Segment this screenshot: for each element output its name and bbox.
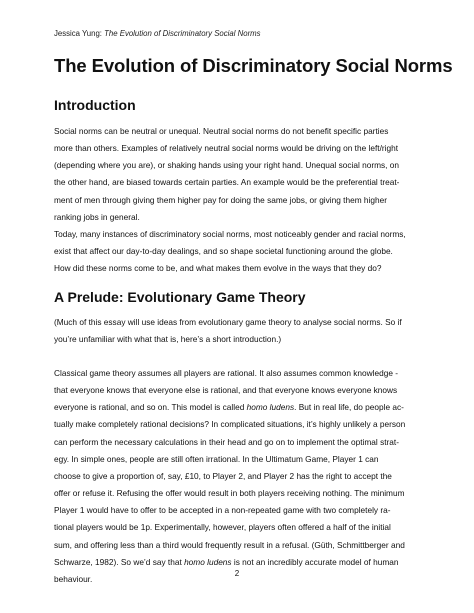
header-title: The Evolution of Discriminatory Social Norms xyxy=(104,29,261,38)
text-line: can perform the necessary calculations in their head and go on to implement the optimal strat- xyxy=(54,436,399,447)
text-line: tional players would be 1p. Experimentally, however, players often offered a half of the initial xyxy=(54,522,391,533)
paragraph-intro-1 xyxy=(54,123,424,226)
text-line: offer or refuse it. Refusing the offer would result in both players receiving nothing. The minimum xyxy=(54,488,405,499)
text-line: How did these norms come to be, and what makes them evolve in the ways that they do? xyxy=(54,263,382,274)
page-number: 2 xyxy=(234,569,240,578)
heading-prelude: A Prelude: Evolutionary Game Theory xyxy=(54,289,306,305)
text-line: Classical game theory assumes all players are rational. It also assumes common knowledge - xyxy=(54,368,399,378)
paragraph-prelude-1 xyxy=(54,314,424,348)
text-line: sum, and offering less than a third would frequently result in a refusal. (Güth, Schmittberger and xyxy=(54,539,405,550)
text-line: tually make completely rational decisions? In complicated situations, it’s highly unlikely a person xyxy=(54,419,406,430)
italic-term: homo ludens xyxy=(246,402,295,413)
text-run: everyone is rational, and so on. This model is called xyxy=(54,402,247,413)
text-line: (depending where you are), or shaking hands using your right hand. Unequal social norms, on xyxy=(54,160,399,171)
text-run: . But in real life, do people ac- xyxy=(294,402,404,413)
text-line: ranking jobs in general. xyxy=(54,211,140,222)
running-header xyxy=(54,29,261,38)
text-line: you’re unfamiliar with what that is, here’s a short introduction.) xyxy=(54,334,282,345)
text-line: ment of men through giving them higher pay for doing the same jobs, or giving them higher xyxy=(54,194,387,205)
text-line: behaviour. xyxy=(54,573,93,584)
paragraph-intro-2 xyxy=(54,226,424,277)
heading-introduction: Introduction xyxy=(54,97,136,113)
header-author: Jessica Yung: xyxy=(54,29,105,38)
text-line: more than others. Examples of relatively neutral social norms would be driving on the left/right xyxy=(54,143,399,154)
text-line: Player 1 would have to offer to be accepted in a non-repeated game with two completely ra- xyxy=(54,505,391,516)
text-run: Schwarze, 1982). So we’d say that xyxy=(54,556,185,567)
text-line xyxy=(54,399,424,416)
paragraph-prelude-2 xyxy=(54,365,424,588)
italic-term: homo ludens xyxy=(184,556,232,567)
text-run: is not an incredibly accurate model of human xyxy=(231,556,399,567)
page-title: The Evolution of Discriminatory Social Norms xyxy=(54,55,453,76)
text-line: the other hand, are biased towards certain parties. An example would be the preferential treat- xyxy=(54,177,400,188)
text-line: Social norms can be neutral or unequal. Neutral social norms do not benefit specific parties xyxy=(54,126,389,136)
text-line: (Much of this essay will use ideas from evolutionary game theory to analyse social norms. So if xyxy=(54,317,402,327)
text-line: exist that affect our day-to-day dealings, and so shape societal functioning around the globe. xyxy=(54,246,393,257)
text-line: choose to give a proportion of, say, £10, to Player 2, and Player 2 has the right to accept the xyxy=(54,470,392,481)
text-line: egy. In simple ones, people are still often irrational. In the Ultimatum Game, Player 1 can xyxy=(54,453,379,464)
text-line: Today, many instances of discriminatory social norms, most noticeably gender and racial norms, xyxy=(54,229,406,239)
text-line: that everyone knows that everyone else is rational, and that everyone knows everyone knows xyxy=(54,385,398,396)
